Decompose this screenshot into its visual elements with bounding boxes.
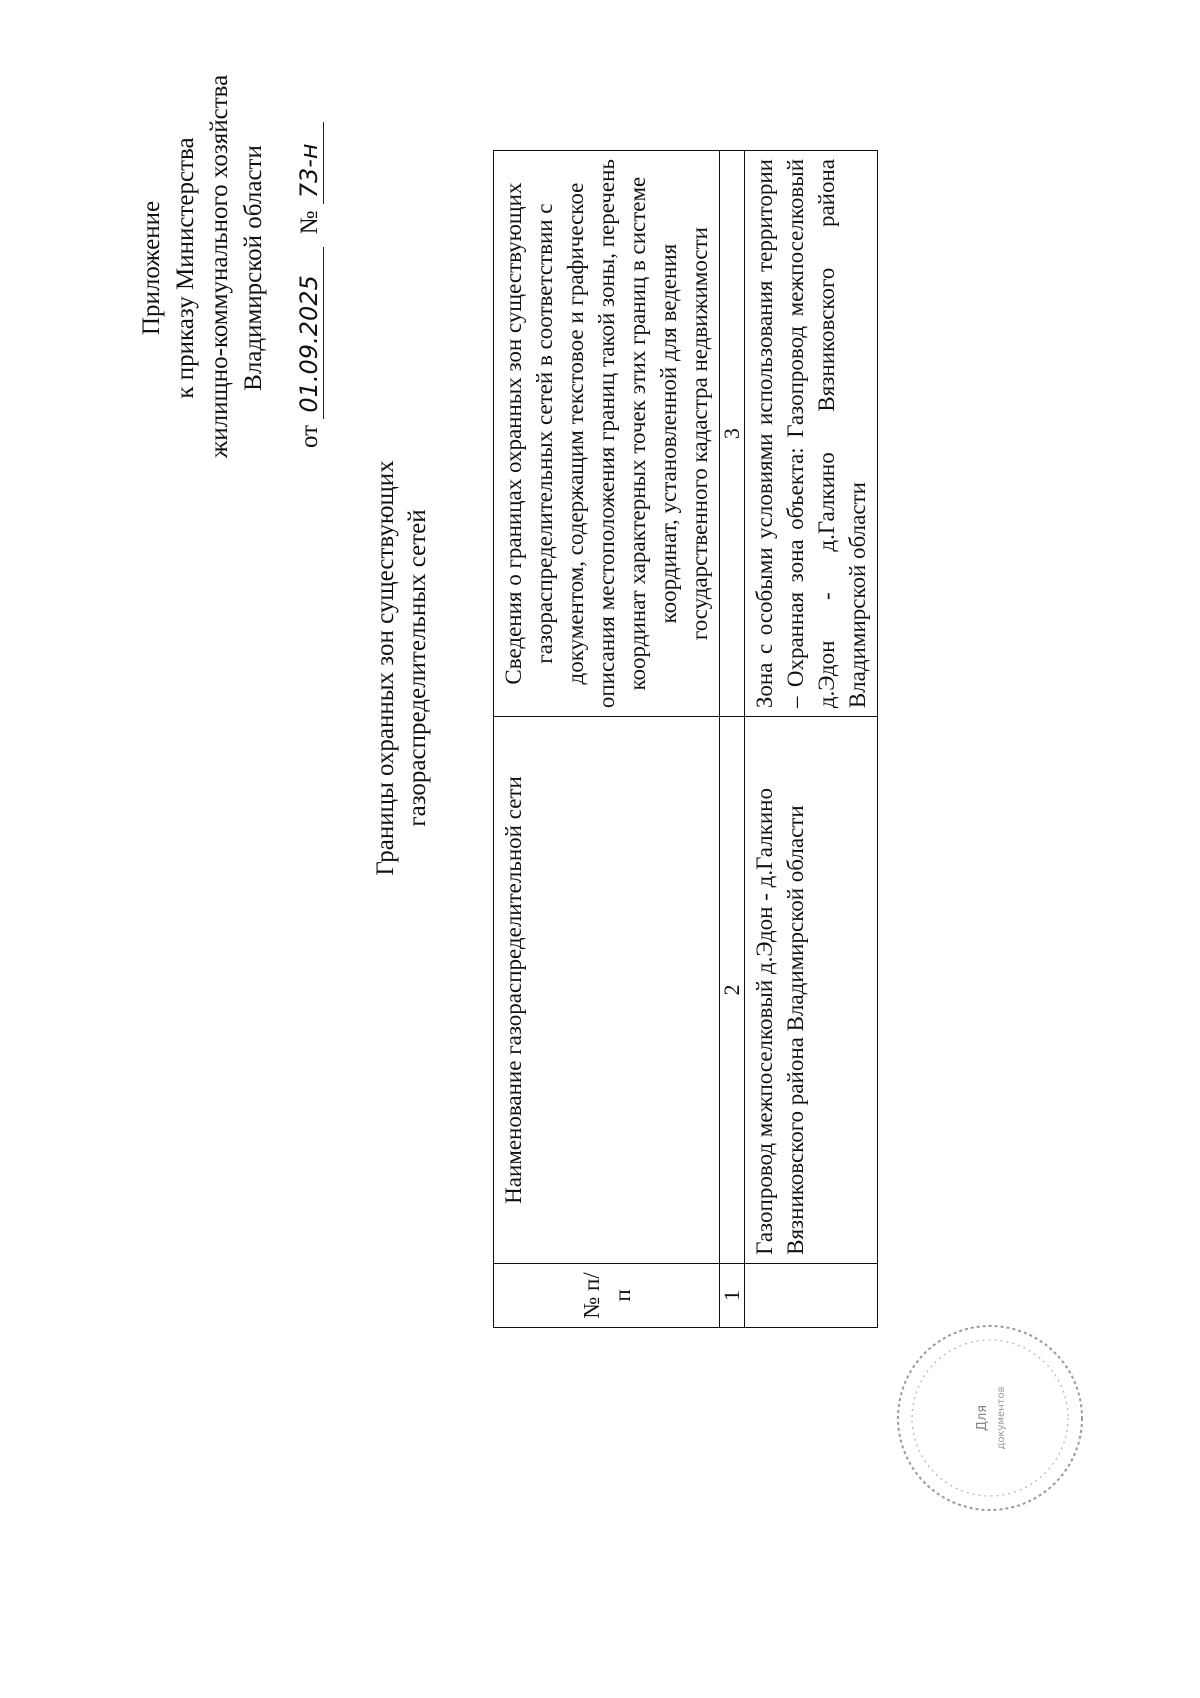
appendix-line-4: Владимирской области bbox=[240, 145, 267, 391]
zones-table bbox=[493, 150, 878, 1328]
row-zone-info: Зона с особыми условиями использования территории – Охранная зона объекта: Газопровод межпоселковый д.Эдон - д.Галкино Вязниковского района Владимирской области bbox=[745, 151, 878, 717]
header-zone-info: Сведения о границах охранных зон существующих газораспределительных сетей в соответствии с документом, содержащим текстовое и графическое описания местоположения границ такой зоны, перечень координат характерных точек этих границ в системе координат, установленной для ведения государственного кадастра недвижимости bbox=[494, 151, 720, 717]
appendix-block bbox=[135, 74, 271, 458]
order-date: 01.09.2025 bbox=[295, 247, 324, 419]
seal-text-top: Для bbox=[975, 1404, 990, 1432]
title-line-2: газораспределительных сетей bbox=[404, 509, 431, 827]
row-number-cell bbox=[745, 1263, 878, 1327]
seal-text-bottom: документов bbox=[996, 1386, 1007, 1450]
table-row bbox=[745, 151, 878, 1328]
title-line-1: Границы охранных зон существующих bbox=[372, 460, 399, 876]
order-number: 73-н bbox=[295, 122, 324, 204]
header-number: № п/п bbox=[494, 1263, 720, 1327]
appendix-line-2: к приказу Министерства bbox=[172, 137, 199, 399]
column-number-2: 2 bbox=[720, 717, 745, 1264]
appendix-line-3: жилищно-коммунального хозяйства bbox=[206, 74, 233, 458]
order-no-label: № bbox=[296, 210, 323, 235]
order-prefix: от bbox=[296, 424, 323, 448]
row-network-name: Газопровод межпоселковый д.Эдон - д.Галкино Вязниковского района Владимирской области bbox=[745, 717, 878, 1264]
column-number-3: 3 bbox=[720, 151, 745, 717]
table-numbering-row bbox=[720, 151, 745, 1328]
seal-stamp bbox=[890, 1318, 1090, 1518]
column-number-1: 1 bbox=[720, 1263, 745, 1327]
document-title bbox=[370, 318, 434, 1018]
header-network-name: Наименование газораспределительной сети bbox=[494, 717, 720, 1264]
order-line bbox=[295, 68, 324, 448]
table-header-row bbox=[494, 151, 720, 1328]
appendix-line-1: Приложение bbox=[138, 200, 165, 336]
